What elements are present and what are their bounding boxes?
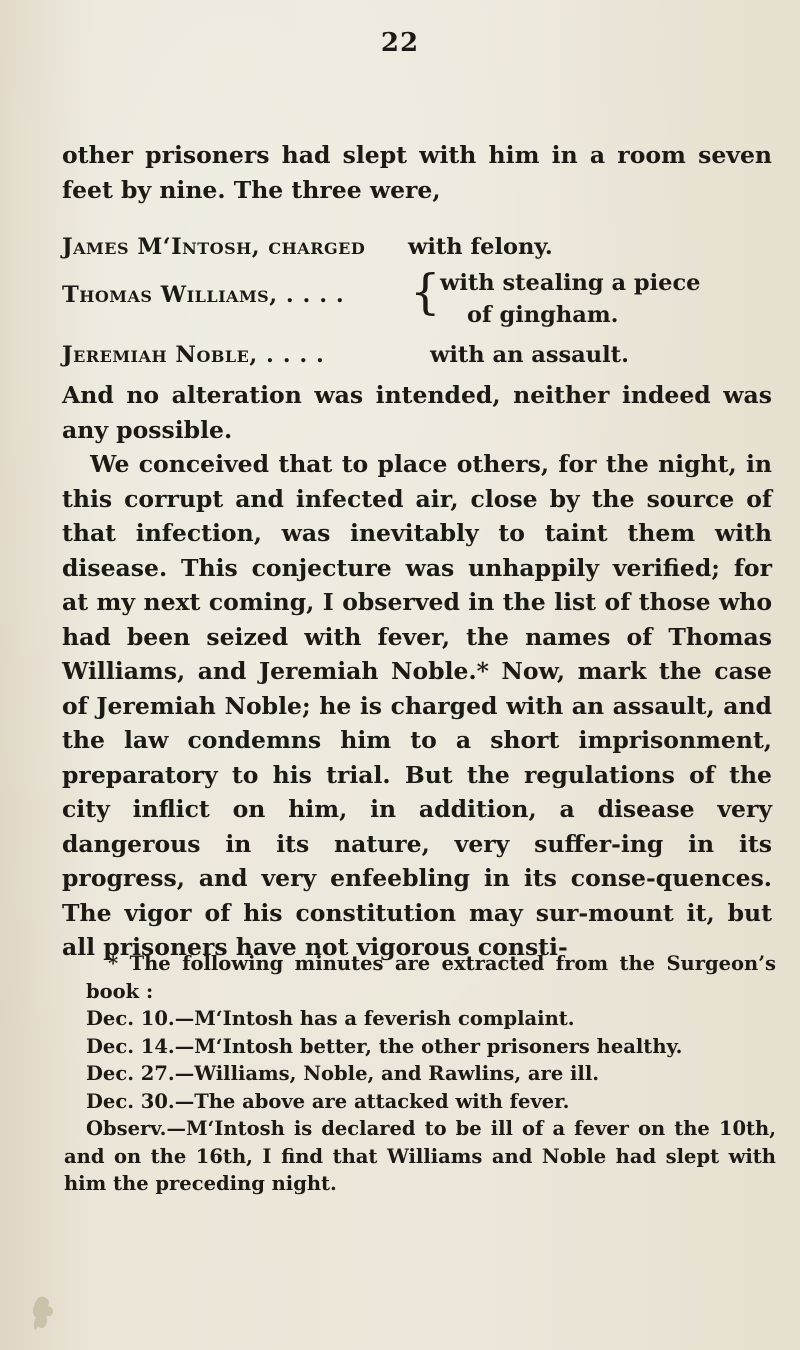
prisoner-charge: of gingham.: [467, 302, 619, 328]
footnote: [64, 950, 776, 1198]
prisoner-charge: with felony.: [408, 234, 553, 260]
footnote-intro: * The following minutes are extracted from the Surgeon’s book :: [86, 952, 776, 1003]
paragraph: And no alteration was intended, neither indeed was any possible.: [62, 381, 772, 444]
footnote-entry: Dec. 30.—The above are attacked with fever.: [86, 1089, 570, 1113]
prisoner-entry: [62, 264, 782, 342]
page-number: 22: [380, 28, 420, 58]
prisoner-charge: with an assault.: [430, 342, 629, 368]
prisoner-name: Thomas Williams, . . . .: [62, 282, 345, 308]
paper-stain: [30, 1292, 66, 1342]
intro-paragraph: other prisoners had slept with him in a room seven feet by nine. The three were,: [62, 141, 772, 204]
prisoner-name: Jeremiah Noble, . . . .: [62, 342, 325, 368]
footnote-entry: Dec. 14.—M‘Intosh better, the other prisoners healthy.: [86, 1034, 683, 1058]
prisoner-list: [62, 234, 782, 378]
footnote-entry: Dec. 27.—Williams, Noble, and Rawlins, are ill.: [86, 1062, 600, 1085]
footnote-observation: Observ.—M‘Intosh is declared to be ill of a fever on the 10th, and on the 16th, I find that Williams and Noble had slept with him the preceding night.: [64, 1117, 776, 1195]
prisoner-charge: with stealing a piece: [440, 270, 701, 296]
brace-glyph: {: [410, 264, 441, 320]
paragraph: We conceived that to place others, for the night, in this corrupt and infected air, close by the source of that infection, was inevitably to taint them with disease. This conjecture was unhappily verified; for at my next coming, I observed in the list of those who had been seized with fever, the names of Thomas Williams, and Jeremiah Noble.* Now, mark the case of Jeremiah Noble; he is charged with an assault, and the law condemns him to a short imprisonment, preparatory to his trial. But the regulations of the city inflict on him, in addition, a disease very dangerous in its nature, very suffer-ing in its progress, and very enfeebling in its conse-quences. The vigor of his constitution may sur-mount it, but all prisoners have not vigorous consti-: [62, 450, 772, 961]
main-text: [62, 378, 772, 965]
prisoner-name: James M‘Intosh, charged: [62, 234, 366, 260]
footnote-entry: Dec. 10.—M‘Intosh has a feverish complaint.: [86, 1007, 575, 1030]
prisoner-entry: [62, 342, 782, 378]
